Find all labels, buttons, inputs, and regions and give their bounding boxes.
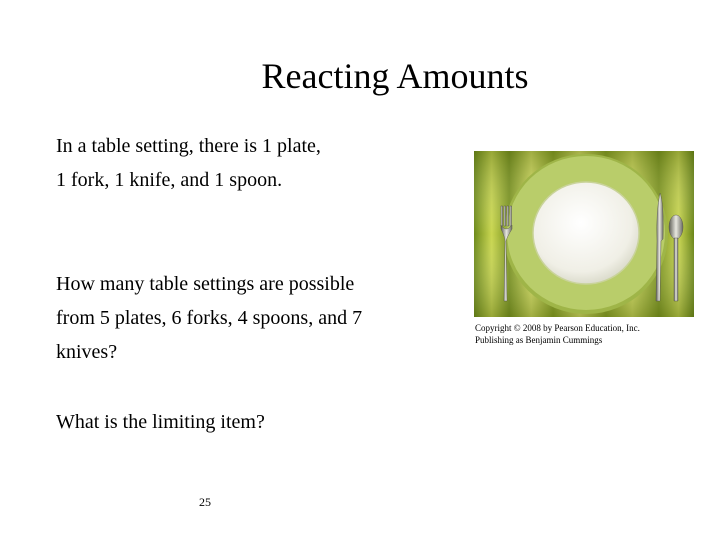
question-text: How many table settings are possible from 5 plates, 6 forks, 4 spoons, and 7 knives? [56, 273, 363, 363]
page-number: 25 [199, 495, 211, 509]
copyright-line-2: Publishing as Benjamin Cummings [475, 335, 603, 345]
image-copyright [475, 322, 705, 346]
copyright-line-1: Copyright © 2008 by Pearson Education, Inc. [475, 323, 640, 333]
intro-text: In a table setting, there is 1 plate, 1 fork, 1 knife, and 1 spoon. [56, 135, 321, 191]
limiting-item-question: What is the limiting item? [56, 411, 265, 433]
table-setting-photo [474, 151, 694, 317]
slide-title: Reacting Amounts [261, 56, 529, 96]
